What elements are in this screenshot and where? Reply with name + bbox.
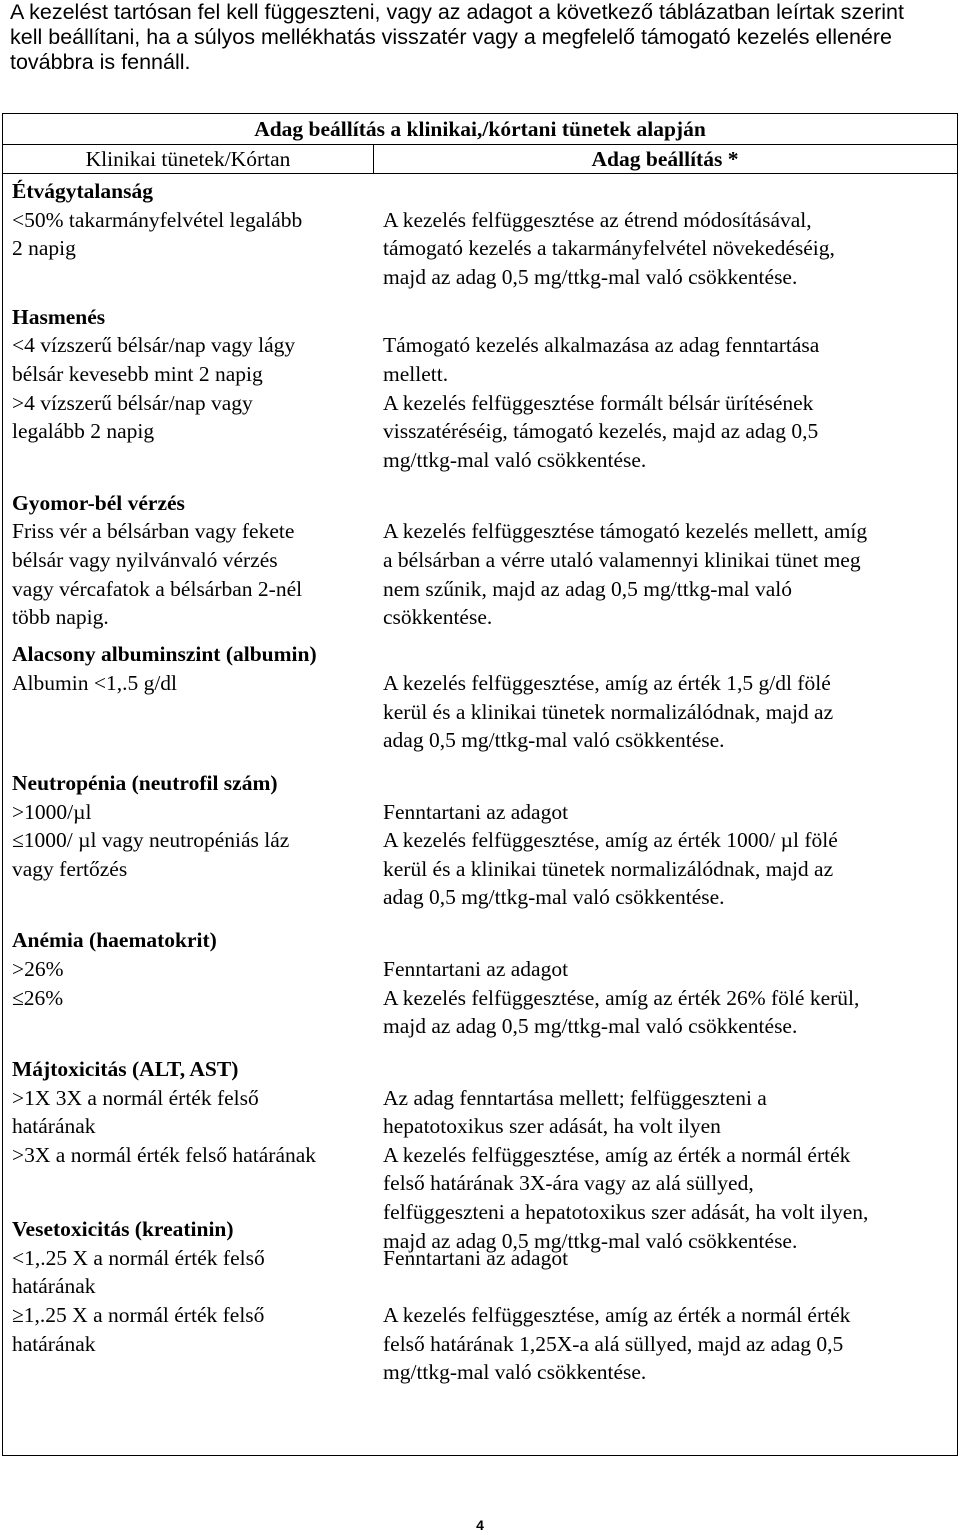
intro-paragraph bbox=[10, 0, 950, 75]
condition-text: bélsár vagy nyilvánvaló vérzés bbox=[12, 547, 278, 572]
condition-text: <50% takarmányfelvétel legalább bbox=[12, 207, 303, 232]
condition-text: vagy vércafatok a bélsárban 2-nél bbox=[12, 576, 303, 601]
adjustment-text: A kezelés felfüggesztése, amíg az érték 1000/ µl fölé bbox=[383, 828, 838, 853]
adjustment-text: csökkentése. bbox=[383, 605, 493, 630]
adjustment-text: mg/ttkg-mal való csökkentése. bbox=[383, 1360, 647, 1385]
dose-adjustment-table bbox=[2, 113, 958, 1456]
adjustment-text: a bélsárban a vérre utaló valamennyi klinikai tünet meg bbox=[383, 547, 861, 572]
section-heading: Májtoxicitás (ALT, AST) bbox=[12, 1057, 239, 1082]
adjustment-text: adag 0,5 mg/ttkg-mal való csökkentése. bbox=[383, 885, 725, 910]
section-heading: Vesetoxicitás (kreatinin) bbox=[12, 1217, 234, 1242]
section-heading: Anémia (haematokrit) bbox=[12, 928, 217, 953]
adjustment-text: A kezelés felfüggesztése, amíg az érték 1,5 g/dl fölé bbox=[383, 670, 831, 695]
condition-text: határának bbox=[12, 1274, 96, 1299]
section-heading: Gyomor-bél vérzés bbox=[12, 490, 185, 515]
table-divider bbox=[3, 173, 957, 174]
adjustment-text: kerül és a klinikai tünetek normalizálódnak, majd az bbox=[383, 699, 834, 724]
adjustment-text: nem szűnik, majd az adag 0,5 mg/ttkg-mal való bbox=[383, 576, 792, 601]
condition-text: >3X a normál érték felső határának bbox=[12, 1142, 317, 1167]
section-heading: Étvágytalanság bbox=[12, 179, 153, 203]
adjustment-text: kerül és a klinikai tünetek normalizálódnak, majd az bbox=[383, 856, 834, 881]
condition-text: legalább 2 napig bbox=[12, 419, 155, 444]
condition-text: >4 vízszerű bélsár/nap vagy bbox=[12, 390, 253, 415]
adjustment-text: felfüggeszteni a hepatotoxikus szer adását, ha volt ilyen, bbox=[383, 1200, 869, 1225]
adjustment-text: mellett. bbox=[383, 362, 449, 387]
page-number: 4 bbox=[476, 1517, 484, 1533]
condition-text: >1X 3X a normál érték felső bbox=[12, 1085, 259, 1110]
adjustment-text: A kezelés felfüggesztése formált bélsár ürítésének bbox=[383, 390, 814, 415]
adjustment-text: Fenntartani az adagot bbox=[383, 799, 569, 824]
condition-text: határának bbox=[12, 1331, 96, 1356]
condition-text: <1,.25 X a normál érték felső bbox=[12, 1245, 265, 1270]
adjustment-text: felső határának 1,25X-a alá süllyed, majd az adag 0,5 bbox=[383, 1331, 844, 1356]
condition-text: Friss vér a bélsárban vagy fekete bbox=[12, 519, 295, 544]
condition-text: határának bbox=[12, 1114, 96, 1139]
adjustment-text: támogató kezelés a takarmányfelvétel növekedéséig, bbox=[383, 236, 835, 261]
adjustment-text: A kezelés felfüggesztése támogató kezelés mellett, amíg bbox=[383, 519, 868, 544]
adjustment-text: hepatotoxikus szer adását, ha volt ilyen bbox=[383, 1114, 721, 1139]
header-column-divider bbox=[373, 144, 374, 174]
adjustment-text: A kezelés felfüggesztése, amíg az érték a normál érték bbox=[383, 1142, 851, 1167]
adjustment-text: A kezelés felfüggesztése, amíg az érték 26% fölé kerül, bbox=[383, 985, 860, 1010]
section-heading: Hasmenés bbox=[12, 304, 106, 329]
condition-text: ≥1,.25 X a normál érték felső bbox=[12, 1302, 265, 1327]
condition-text: >1000/µl bbox=[12, 799, 92, 824]
intro-line: kell beállítani, ha a súlyos mellékhatás visszatér vagy a megfelelő támogató kezelés ellenére bbox=[10, 25, 892, 49]
condition-text: <4 vízszerű bélsár/nap vagy lágy bbox=[12, 333, 296, 358]
condition-text: ≤26% bbox=[12, 985, 64, 1010]
adjustment-text: majd az adag 0,5 mg/ttkg-mal való csökkentése. bbox=[383, 1014, 798, 1039]
adjustment-text: Fenntartani az adagot bbox=[383, 956, 569, 981]
adjustment-text: majd az adag 0,5 mg/ttkg-mal való csökkentése. bbox=[383, 1228, 798, 1253]
table-title: Adag beállítás a klinikai,/kórtani tünetek alapján bbox=[254, 117, 706, 141]
adjustment-text: visszatéréséig, támogató kezelés, majd az adag 0,5 bbox=[383, 419, 819, 444]
adjustment-text: A kezelés felfüggesztése, amíg az érték a normál érték bbox=[383, 1302, 851, 1327]
intro-line: továbbra is fennáll. bbox=[10, 50, 191, 74]
condition-text: >26% bbox=[12, 956, 64, 981]
col2-header: Adag beállítás * bbox=[591, 147, 739, 171]
section-heading: Neutropénia (neutrofil szám) bbox=[12, 771, 278, 796]
adjustment-text: Az adag fenntartása mellett; felfüggeszteni a bbox=[383, 1085, 767, 1110]
adjustment-text: A kezelés felfüggesztése az étrend módosításával, bbox=[383, 207, 812, 232]
adjustment-text: Fenntartani az adagot bbox=[383, 1245, 569, 1270]
condition-text: 2 napig bbox=[12, 236, 76, 261]
condition-text: ≤1000/ µl vagy neutropéniás láz bbox=[12, 828, 290, 853]
intro-line: A kezelést tartósan fel kell függeszteni, vagy az adagot a következő táblázatban leírtak szerint bbox=[10, 0, 904, 24]
condition-text: bélsár kevesebb mint 2 napig bbox=[12, 362, 263, 387]
condition-text: vagy fertőzés bbox=[12, 856, 128, 881]
adjustment-text: majd az adag 0,5 mg/ttkg-mal való csökkentése. bbox=[383, 264, 798, 289]
adjustment-text: adag 0,5 mg/ttkg-mal való csökkentése. bbox=[383, 728, 725, 753]
condition-text: Albumin <1,.5 g/dl bbox=[12, 670, 178, 695]
condition-text: több napig. bbox=[12, 605, 109, 630]
section-heading: Alacsony albuminszint (albumin) bbox=[12, 642, 317, 667]
adjustment-text: mg/ttkg-mal való csökkentése. bbox=[383, 447, 647, 472]
col1-header: Klinikai tünetek/Kórtan bbox=[85, 147, 291, 171]
adjustment-text: felső határának 3X-ára vagy az alá süllyed, bbox=[383, 1171, 754, 1196]
adjustment-text: Támogató kezelés alkalmazása az adag fenntartása bbox=[383, 333, 820, 358]
